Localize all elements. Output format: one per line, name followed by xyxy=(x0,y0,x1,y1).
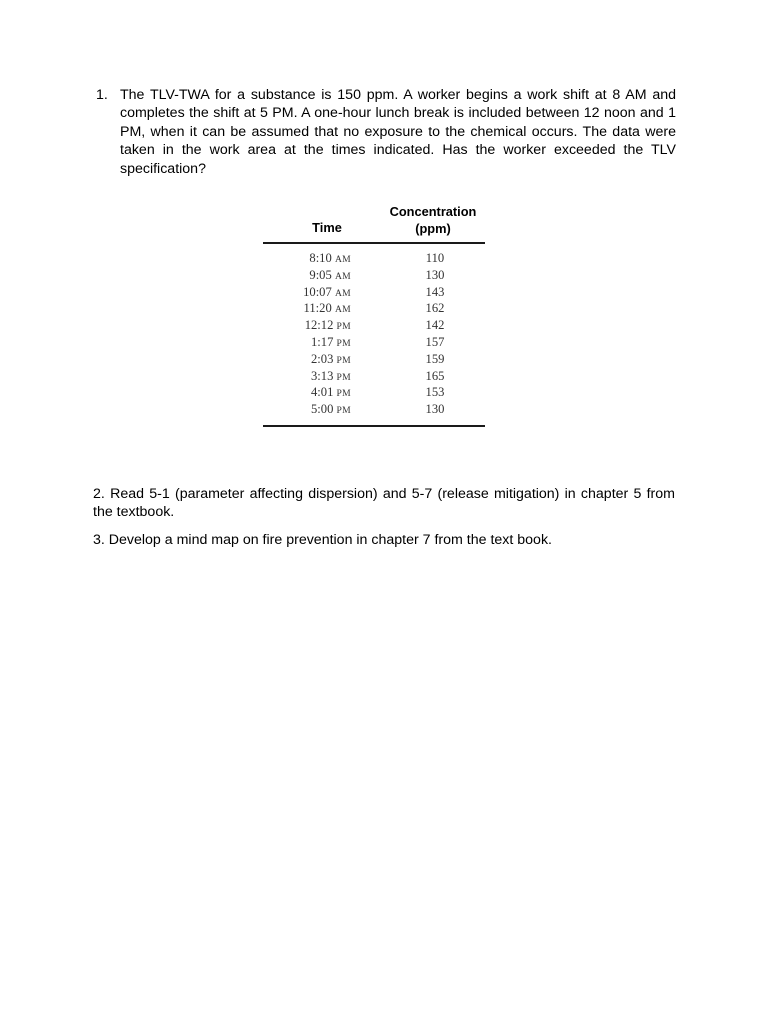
concentration-cell: 153 xyxy=(425,385,445,400)
time-period: AM xyxy=(334,287,351,299)
time-value: 3:13 xyxy=(310,368,334,383)
time-value: 10:07 xyxy=(303,284,332,299)
table-row xyxy=(263,369,485,386)
table-row xyxy=(263,251,485,268)
question-1-text: The TLV-TWA for a substance is 150 ppm. A worker begins a work shift at 8 AM and completes the shift at 5 PM. A one-hour lunch break is included between 12 noon and 1 PM, when it can be assumed that no exposure to the chemical occurs. The data were taken in the work area at the times indicated. Has the worker exceeded the TLV specification? xyxy=(120,87,676,177)
time-period: PM xyxy=(336,337,351,349)
table-row xyxy=(263,268,485,285)
time-value: 4:01 xyxy=(310,385,334,400)
table-row xyxy=(263,385,485,402)
time-period: PM xyxy=(336,405,351,417)
concentration-cell: 130 xyxy=(425,267,445,282)
time-column-header: Time xyxy=(312,220,342,235)
table-row xyxy=(263,352,485,369)
concentration-column-header xyxy=(383,203,483,237)
time-cell xyxy=(263,285,351,300)
time-cell xyxy=(263,385,351,400)
table-row xyxy=(263,301,485,318)
time-value: 2:03 xyxy=(310,351,334,366)
time-period: AM xyxy=(334,254,351,265)
concentration-cell: 142 xyxy=(425,318,445,333)
time-cell xyxy=(263,352,351,367)
time-period: AM xyxy=(334,304,351,316)
time-period: AM xyxy=(334,270,351,282)
concentration-header-line-1: Concentration xyxy=(389,204,477,219)
time-period: PM xyxy=(336,371,351,383)
time-period: PM xyxy=(336,388,351,400)
concentration-table xyxy=(263,202,485,427)
concentration-cell: 110 xyxy=(425,251,445,265)
time-period: PM xyxy=(336,354,351,366)
time-value: 5:00 xyxy=(310,402,334,417)
time-cell xyxy=(263,251,351,266)
concentration-cell: 159 xyxy=(425,351,445,366)
time-value: 12:12 xyxy=(304,318,334,333)
time-cell xyxy=(263,318,351,333)
concentration-cell: 165 xyxy=(425,368,445,383)
question-3: 3. Develop a mind map on fire prevention in chapter 7 from the text book. xyxy=(93,532,552,548)
time-cell xyxy=(263,335,351,350)
table-row xyxy=(263,318,485,335)
time-value: 8:10 xyxy=(309,251,332,265)
time-value: 11:20 xyxy=(303,301,332,316)
concentration-cell: 130 xyxy=(425,402,445,417)
table-row xyxy=(263,285,485,302)
question-1 xyxy=(96,86,676,178)
time-cell xyxy=(263,301,351,316)
concentration-header-line-2: (ppm) xyxy=(415,221,451,236)
question-1-number: 1. xyxy=(96,87,108,103)
table-body xyxy=(263,244,485,427)
table-header xyxy=(263,202,485,244)
table-row xyxy=(263,402,485,419)
concentration-cell: 162 xyxy=(425,301,445,316)
time-period: PM xyxy=(336,321,351,333)
time-value: 9:05 xyxy=(309,267,332,282)
concentration-cell: 143 xyxy=(425,284,445,299)
time-value: 1:17 xyxy=(310,334,334,349)
question-2: 2. Read 5-1 (parameter affecting dispersion) and 5-7 (release mitigation) in chapter 5 from the textbook. xyxy=(93,486,675,521)
table-row xyxy=(263,335,485,352)
time-cell xyxy=(263,402,351,417)
time-cell xyxy=(263,268,351,283)
time-cell xyxy=(263,369,351,384)
concentration-cell: 157 xyxy=(425,334,445,349)
